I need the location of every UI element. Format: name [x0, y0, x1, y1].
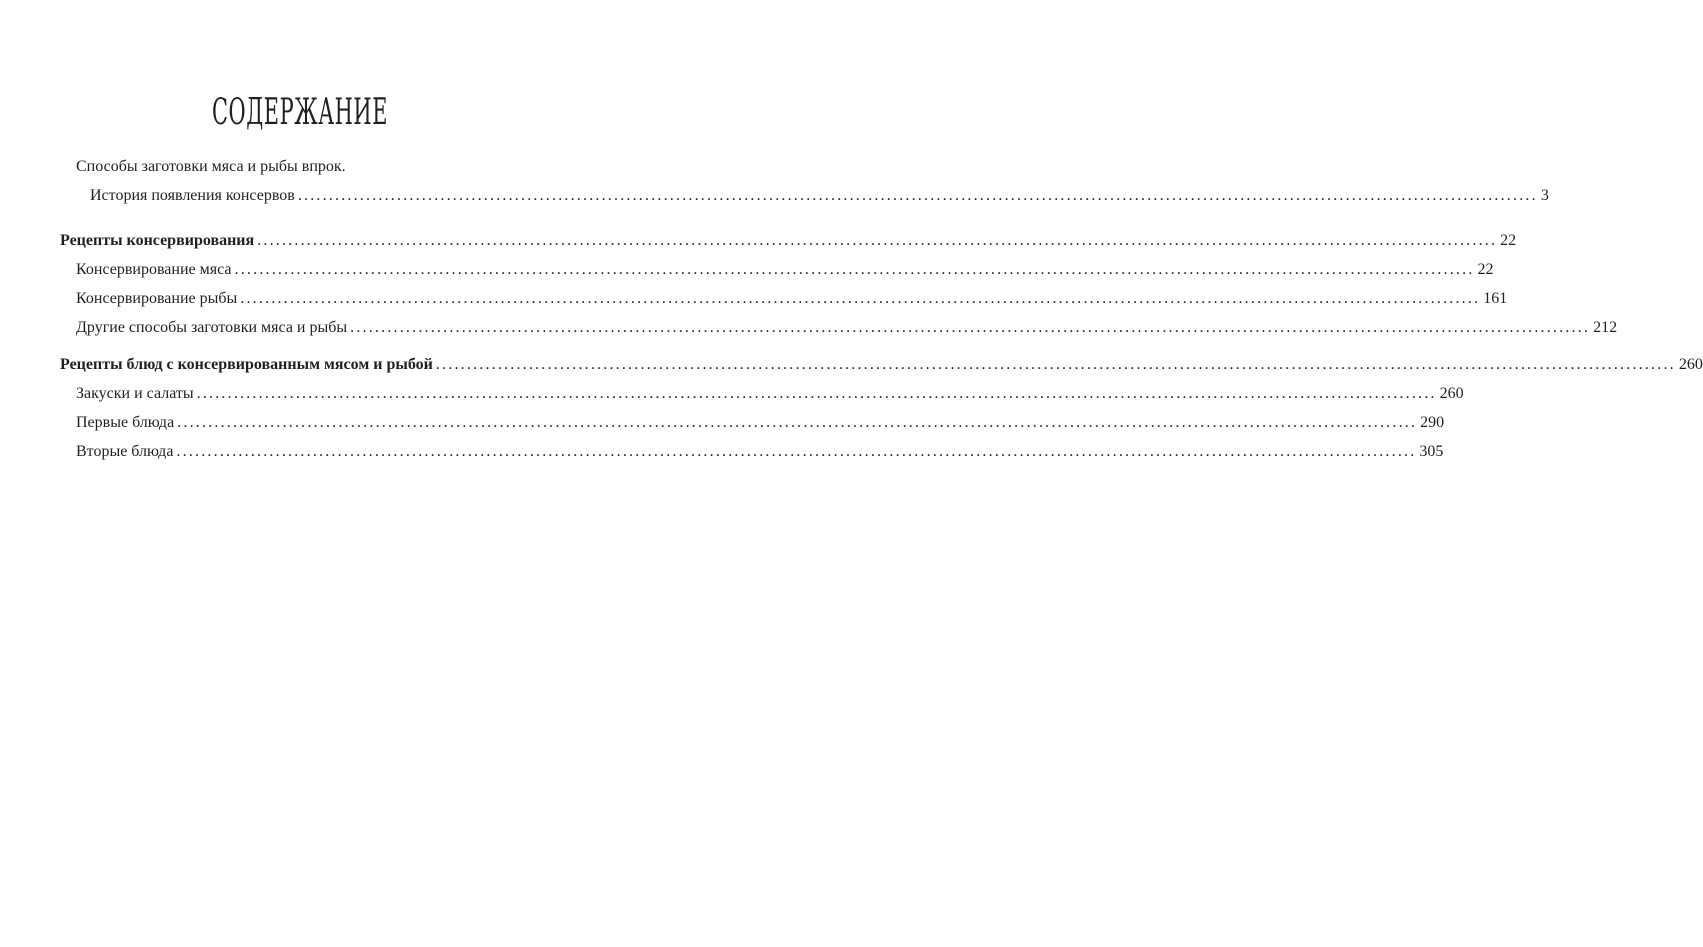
toc-entry-label: Вторые блюда [76, 443, 174, 460]
toc-entry-other-methods[interactable] [60, 313, 1618, 342]
toc-page-number: 161 [1483, 290, 1508, 307]
toc-entry-appetizers[interactable] [60, 379, 1464, 408]
toc-section-canning-recipes[interactable] [60, 226, 1517, 255]
toc-entry-intro-line1 [60, 152, 510, 181]
toc-page-number: 22 [1500, 232, 1517, 249]
toc-page-number: 305 [1419, 443, 1444, 460]
toc-leader-dots: ........................................................................................................................................................................................................ [350, 319, 1591, 336]
toc-leader-dots: ........................................................................................................................................................................................................ [234, 261, 1475, 278]
toc-entry-label: История появления консервов [90, 187, 295, 204]
toc-entry-intro-line2[interactable] [60, 181, 1549, 210]
toc-leader-dots: ........................................................................................................................................................................................................ [177, 414, 1418, 431]
table-of-contents [60, 152, 1703, 466]
toc-entry-first-courses[interactable] [60, 408, 1445, 437]
toc-entry-meat-canning[interactable] [60, 255, 1494, 284]
toc-entry-label: Способы заготовки мяса и рыбы впрок. [76, 158, 346, 175]
toc-entry-label: Рецепты консервирования [60, 232, 255, 249]
toc-entry-label: Закуски и салаты [76, 385, 194, 402]
toc-leader-dots: ........................................................................................................................................................................................................ [240, 290, 1481, 307]
toc-entry-fish-canning[interactable] [60, 284, 1508, 313]
toc-page-number: 290 [1420, 414, 1445, 431]
toc-leader-dots: ........................................................................................................................................................................................................ [297, 187, 1538, 204]
toc-leader-dots: ........................................................................................................................................................................................................ [257, 232, 1498, 249]
toc-entry-label: Консервирование рыбы [76, 290, 238, 307]
toc-leader-dots: ........................................................................................................................................................................................................ [196, 385, 1437, 402]
toc-page-number: 22 [1477, 261, 1494, 278]
toc-page-number: 3 [1540, 187, 1549, 204]
toc-page-number: 260 [1439, 385, 1464, 402]
toc-entry-label: Другие способы заготовки мяса и рыбы [76, 319, 348, 336]
toc-leader-dots: ........................................................................................................................................................................................................ [435, 356, 1676, 373]
page-title: СОДЕРЖАНИЕ [211, 92, 389, 133]
toc-entry-label: Консервирование мяса [76, 261, 232, 278]
toc-entry-label: Рецепты блюд с консервированным мясом и рыбой [60, 356, 433, 373]
toc-page-number: 260 [1678, 356, 1703, 373]
toc-leader-dots: ........................................................................................................................................................................................................ [176, 443, 1417, 460]
toc-entry-second-courses[interactable] [60, 437, 1444, 466]
toc-page-number: 212 [1593, 319, 1618, 336]
toc-section-dish-recipes[interactable] [60, 350, 1703, 379]
toc-entry-label: Первые блюда [76, 414, 175, 431]
